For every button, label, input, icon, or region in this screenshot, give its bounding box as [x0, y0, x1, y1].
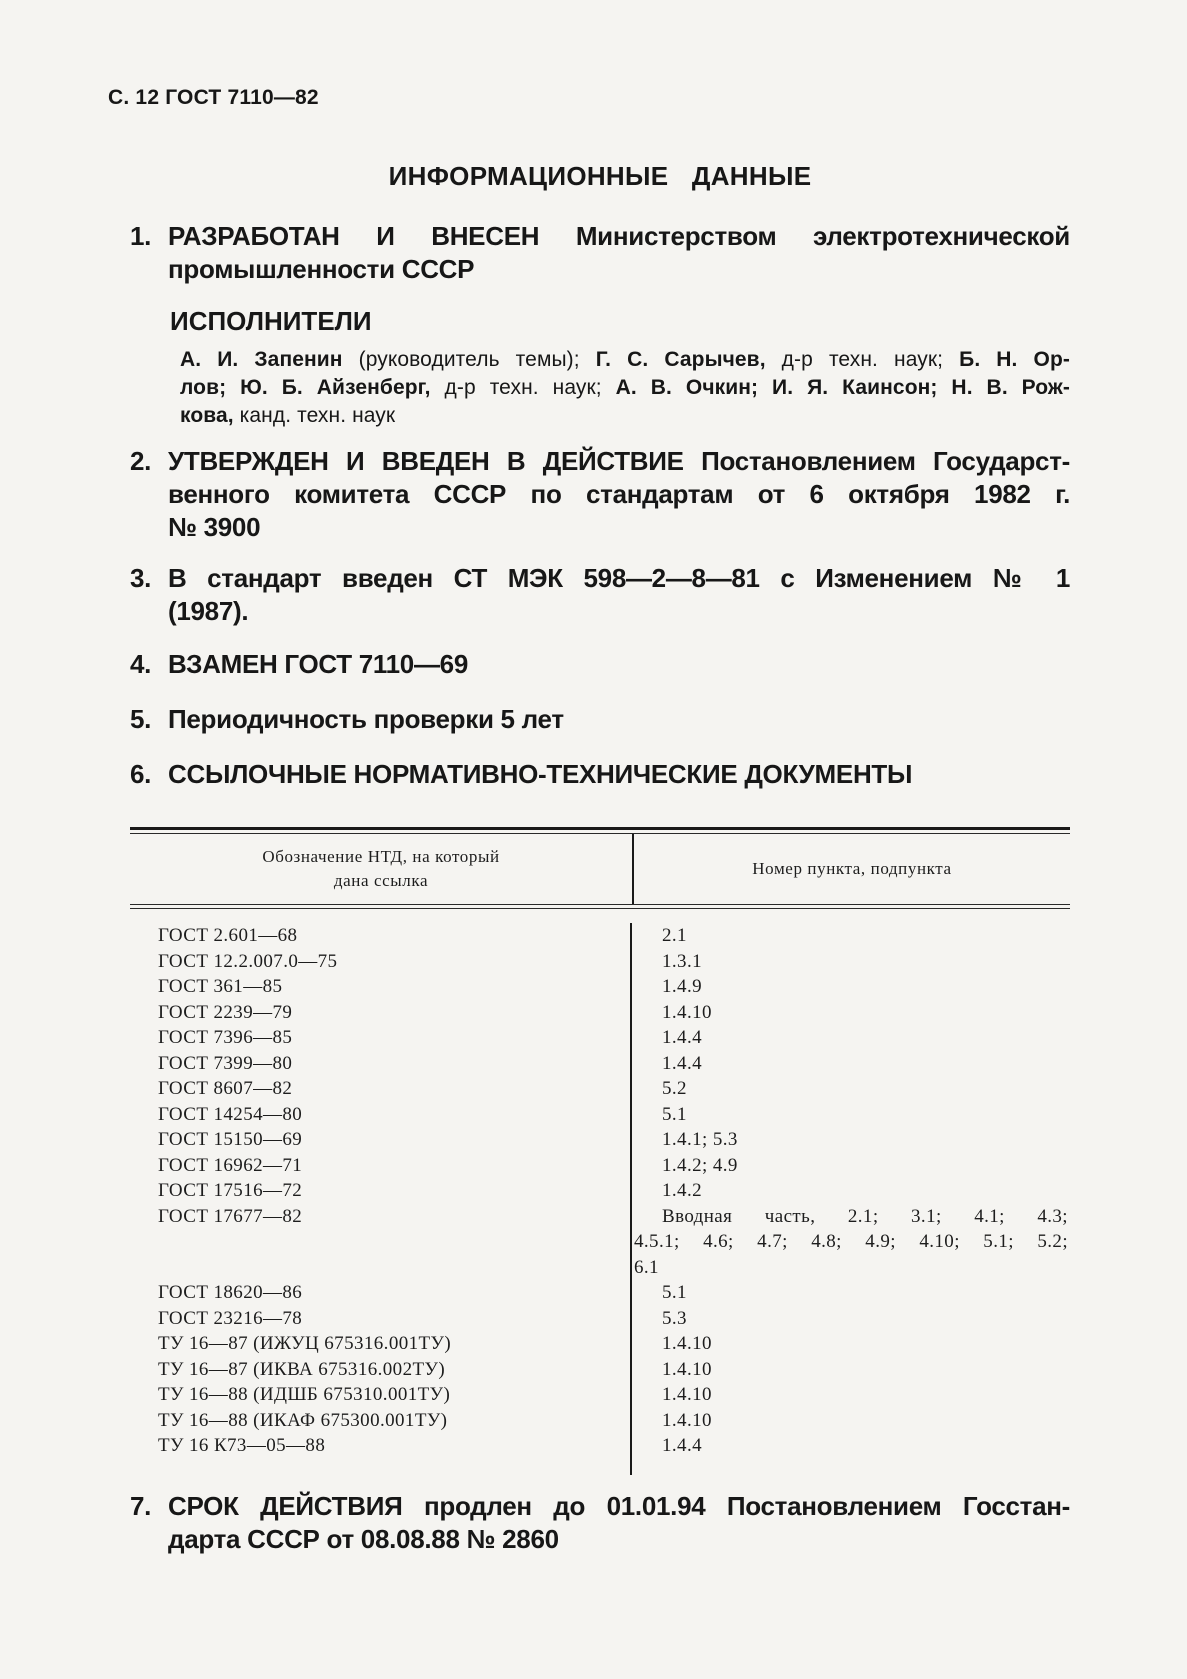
ntd-cell: ГОСТ 7399—80 — [130, 1051, 632, 1077]
section-text-line: промышленности СССР — [168, 254, 475, 284]
ref-cell — [632, 1025, 1070, 1051]
section-text-line: Периодичность проверки 5 лет — [168, 704, 564, 734]
ref-line: 1.4.10 — [662, 1333, 712, 1354]
table-row — [130, 1382, 1070, 1408]
ref-cell — [632, 1127, 1070, 1153]
ref-line: 5.3 — [662, 1307, 687, 1329]
table-row — [130, 1102, 1070, 1128]
section-number: 3. — [130, 563, 152, 593]
ref-line: 4.5.1; 4.6; 4.7; 4.8; 4.9; 4.10; 5.1; 5.2; — [634, 1231, 1068, 1252]
table-row — [130, 1025, 1070, 1051]
table-header-text: Номер пункта, подпункта — [752, 859, 952, 878]
table-row — [130, 1408, 1070, 1434]
ntd-cell: ТУ 16 К73—05—88 — [130, 1433, 632, 1459]
executor-name: А. В. Очкин; И. Я. Каинсон; Н. В. Рож- — [615, 376, 1071, 399]
table-header-text: дана ссылка — [333, 871, 429, 890]
section-text-line: дарта СССР от 08.08.88 № 2860 — [168, 1523, 559, 1554]
section-number: 4. — [130, 649, 152, 679]
executor-role: д-р техн. наук; — [444, 376, 616, 399]
ref-line: 1.4.10 — [662, 1384, 712, 1405]
section-text-line: ССЫЛОЧНЫЕ НОРМАТИВНО-ТЕХНИЧЕСКИЕ ДОКУМЕНТЫ — [168, 759, 913, 789]
section-text-line: В стандарт введен СТ МЭК 598—2—8—81 с Изменением № 1 — [168, 563, 1070, 593]
table-row — [130, 1153, 1070, 1179]
executors-heading: ИСПОЛНИТЕЛИ — [170, 306, 372, 336]
ref-cell — [632, 1153, 1070, 1179]
ref-cell — [632, 1076, 1070, 1102]
ref-line: 1.3.1 — [662, 950, 702, 972]
ntd-cell: ТУ 16—87 (ИЖУЦ 675316.001ТУ) — [130, 1331, 632, 1357]
executor-name: А. И. Запенин — [180, 348, 359, 371]
table-row — [130, 1000, 1070, 1026]
executor-role: канд. техн. наук — [239, 404, 396, 427]
executor-role: (руководитель темы); — [358, 348, 596, 371]
section-number: 7. — [130, 1490, 152, 1521]
table-divider-tail — [130, 1459, 1070, 1475]
ref-cell — [632, 1178, 1070, 1204]
section-7 — [130, 1490, 1070, 1556]
table-header-text: Обозначение НТД, на который — [262, 847, 500, 866]
ref-line: 5.1 — [662, 1103, 687, 1125]
table-row — [130, 1306, 1070, 1332]
ntd-cell: ГОСТ 8607—82 — [130, 1076, 632, 1102]
ref-cell — [632, 1280, 1070, 1306]
section-text-line: № 3900 — [168, 512, 261, 542]
ref-cell — [632, 1000, 1070, 1026]
ntd-cell: ГОСТ 12.2.007.0—75 — [130, 949, 632, 975]
page-content — [130, 0, 1070, 1556]
ref-line: 1.4.4 — [662, 1052, 702, 1074]
table-row — [130, 1204, 1070, 1281]
section-text-line: УТВЕРЖДЕН И ВВЕДЕН В ДЕЙСТВИЕ Постановлением Государст- — [168, 446, 1070, 476]
section-6 — [130, 758, 1070, 791]
ref-line: 5.2 — [662, 1078, 687, 1099]
ntd-cell: ГОСТ 361—85 — [130, 974, 632, 1000]
section-number: 1. — [130, 221, 152, 251]
section-4 — [130, 648, 1070, 681]
ref-cell — [632, 1357, 1070, 1383]
table-header-row — [130, 834, 1070, 904]
table-row — [130, 1051, 1070, 1077]
page-header: С. 12 ГОСТ 7110—82 — [108, 86, 319, 109]
executor-role: д-р техн. наук; — [781, 348, 960, 371]
ntd-cell: ГОСТ 7396—85 — [130, 1025, 632, 1051]
table-row — [130, 1178, 1070, 1204]
ref-line: 1.4.10 — [662, 1001, 712, 1023]
ntd-cell: ГОСТ 15150—69 — [130, 1127, 632, 1153]
table-row — [130, 974, 1070, 1000]
ref-cell — [632, 1331, 1070, 1357]
executor-name: Г. С. Сарычев, — [595, 348, 782, 371]
section-text-line: (1987). — [168, 596, 249, 626]
ref-line: 1.4.1; 5.3 — [662, 1129, 738, 1150]
ref-line: 1.4.10 — [662, 1358, 712, 1380]
table-row — [130, 1357, 1070, 1383]
ntd-cell: ГОСТ 14254—80 — [130, 1102, 632, 1128]
section-number: 6. — [130, 759, 152, 789]
ntd-cell: ГОСТ 2.601—68 — [130, 923, 632, 949]
ref-line: 1.4.2 — [662, 1180, 702, 1201]
ref-line: 5.1 — [662, 1282, 687, 1303]
section-number: 5. — [130, 704, 152, 734]
table-row — [130, 923, 1070, 949]
executor-name: Б. Н. Ор- — [959, 348, 1070, 371]
executors-paragraph — [180, 346, 1070, 430]
ref-cell — [632, 949, 1070, 975]
ntd-cell: ГОСТ 18620—86 — [130, 1280, 632, 1306]
table-divider-tail-cell — [632, 1459, 1070, 1475]
ntd-cell: ТУ 16—87 (ИКВА 675316.002ТУ) — [130, 1357, 632, 1383]
section-5 — [130, 703, 1070, 736]
ref-line: 1.4.10 — [662, 1409, 712, 1431]
executor-name: кова, — [180, 404, 240, 427]
ntd-cell: ТУ 16—88 (ИКАФ 675300.001ТУ) — [130, 1408, 632, 1434]
section-number: 2. — [130, 446, 152, 476]
ntd-cell: ГОСТ 2239—79 — [130, 1000, 632, 1026]
section-text-line: венного комитета СССР по стандартам от 6 октября 1982 г. — [168, 479, 1070, 509]
ref-cell — [632, 1433, 1070, 1459]
section-1 — [130, 220, 1070, 286]
ref-line: 1.4.4 — [662, 1435, 702, 1456]
ref-line: 1.4.4 — [662, 1027, 702, 1048]
section-text-line: ВЗАМЕН ГОСТ 7110—69 — [168, 649, 468, 679]
executors-line — [180, 346, 1070, 374]
table-header-left — [130, 834, 634, 904]
table-row — [130, 1280, 1070, 1306]
page-title: ИНФОРМАЦИОННЫЕ ДАННЫЕ — [388, 161, 812, 191]
ref-line: 6.1 — [634, 1256, 659, 1278]
ntd-cell: ГОСТ 23216—78 — [130, 1306, 632, 1332]
table-row — [130, 949, 1070, 975]
table-body — [130, 909, 1070, 1475]
ref-line: 1.4.2; 4.9 — [662, 1154, 738, 1176]
ref-line: 2.1 — [662, 925, 687, 946]
table-divider-tail-cell — [130, 1459, 632, 1475]
section-2 — [130, 445, 1070, 544]
section-text-line: СРОК ДЕЙСТВИЯ продлен до 01.01.94 Постановлением Госстан- — [168, 1490, 1070, 1521]
ntd-cell: ГОСТ 17677—82 — [130, 1204, 632, 1281]
ref-cell — [632, 1306, 1070, 1332]
table-header-right — [634, 834, 1070, 904]
table-row — [130, 1127, 1070, 1153]
section-text-line: РАЗРАБОТАН И ВНЕСЕН Министерством электротехнической — [168, 221, 1070, 251]
ntd-cell: ГОСТ 17516—72 — [130, 1178, 632, 1204]
ref-cell — [632, 923, 1070, 949]
table-row — [130, 1433, 1070, 1459]
ref-cell — [632, 1102, 1070, 1128]
ref-cell — [632, 1051, 1070, 1077]
ref-cell — [632, 974, 1070, 1000]
ntd-cell: ГОСТ 16962—71 — [130, 1153, 632, 1179]
ref-line: 1.4.9 — [662, 976, 702, 997]
references-table — [130, 827, 1070, 1475]
ref-cell — [632, 1408, 1070, 1434]
table-row — [130, 1076, 1070, 1102]
ref-line: Вводная часть, 2.1; 3.1; 4.1; 4.3; — [662, 1205, 1068, 1227]
table-top-rule — [130, 827, 1070, 834]
ref-cell — [632, 1204, 1070, 1281]
executors-line — [180, 374, 1070, 402]
executors-line — [180, 402, 1070, 430]
ntd-cell: ТУ 16—88 (ИДШБ 675310.001ТУ) — [130, 1382, 632, 1408]
table-row — [130, 1331, 1070, 1357]
executor-name: лов; Ю. Б. Айзенберг, — [180, 376, 445, 399]
ref-cell — [632, 1382, 1070, 1408]
section-3 — [130, 562, 1070, 628]
